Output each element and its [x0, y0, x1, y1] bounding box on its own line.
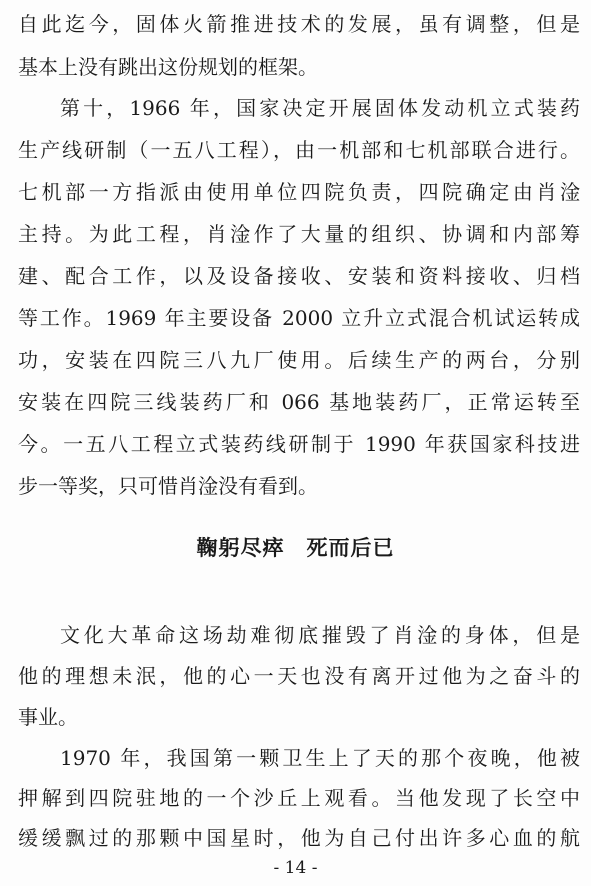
- section-heading: 鞠躬尽瘁 死而后已: [196, 536, 395, 560]
- page-number: - 14 -: [273, 858, 318, 878]
- text-line: 缓缓飘过的那颗中国星时，他为自己付出许多心血的航: [18, 826, 580, 850]
- text-line: 1970 年，我国第一颗卫生上了天的那个夜晚，他被: [60, 746, 580, 770]
- text-line: 功，安装在四院三八九厂使用。后续生产的两台，分别: [18, 348, 580, 372]
- text-line: 今。一五八工程立式装药线研制于 1990 年获国家科技进: [18, 432, 580, 456]
- text-line: 步一等奖，只可惜肖淦没有看到。: [18, 474, 318, 498]
- text-line: 等工作。1969 年主要设备 2000 立升立式混合机试运转成: [18, 306, 580, 330]
- text-line: 自此迄今，固体火箭推进技术的发展，虽有调整，但是: [18, 12, 580, 36]
- text-line: 建、配合工作，以及设备接收、安装和资料接收、归档: [18, 264, 580, 288]
- text-line: 生产线研制（一五八工程），由一机部和七机部联合进行。: [18, 138, 580, 162]
- text-line: 事业。: [18, 705, 78, 729]
- text-line: 主持。为此工程，肖淦作了大量的组织、协调和内部筹: [18, 222, 580, 246]
- text-line: 押解到四院驻地的一个沙丘上观看。当他发现了长空中: [18, 786, 580, 810]
- text-line: 基本上没有跳出这份规划的框架。: [18, 55, 318, 79]
- text-line: 第十，1966 年，国家决定开展固体发动机立式装药: [60, 96, 580, 120]
- text-line: 七机部一方指派由使用单位四院负责，四院确定由肖淦: [18, 180, 580, 204]
- text-line: 他的理想未泯，他的心一天也没有离开过他为之奋斗的: [18, 664, 580, 688]
- text-line: 文化大革命这场劫难彻底摧毁了肖淦的身体，但是: [60, 623, 580, 647]
- text-line: 安装在四院三线装药厂和 066 基地装药厂，正常运转至: [18, 390, 580, 414]
